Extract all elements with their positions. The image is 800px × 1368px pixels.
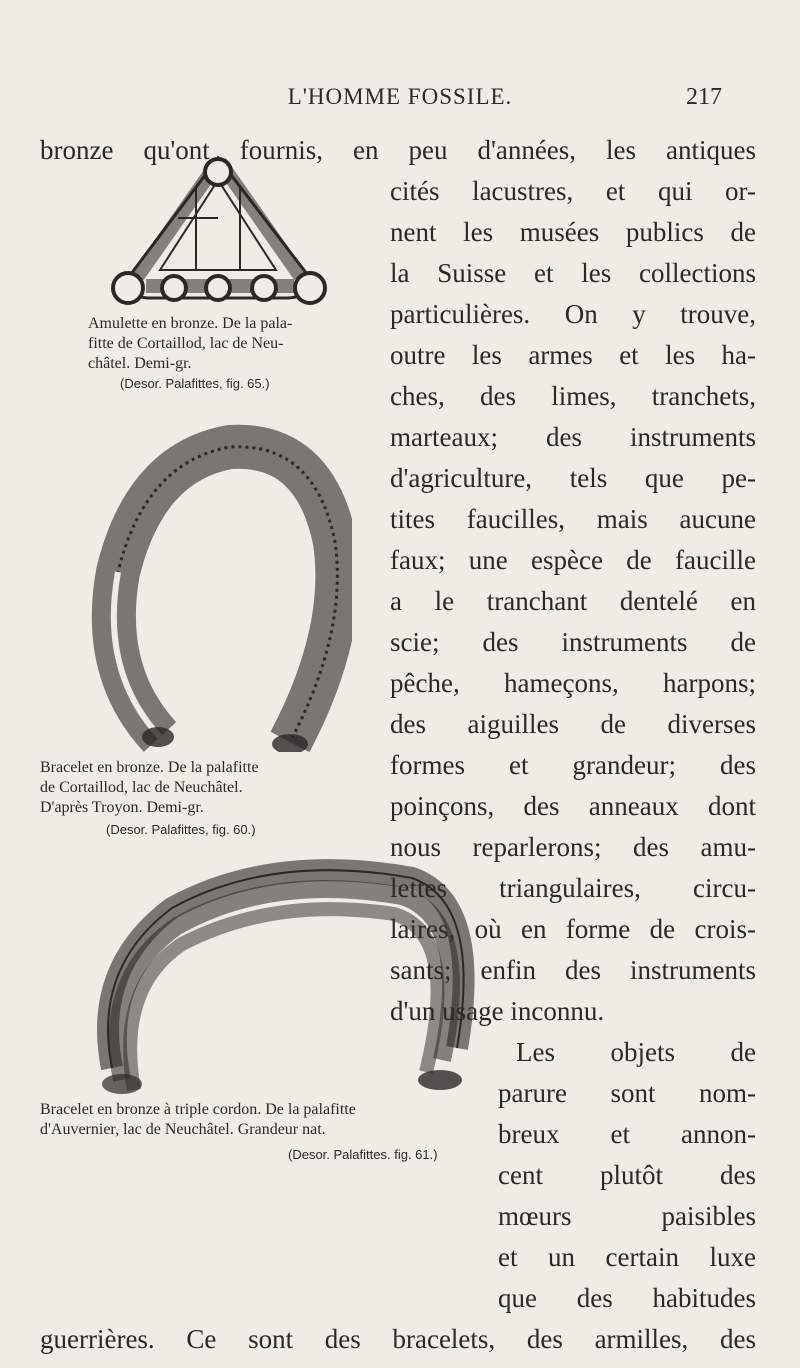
text-line-7: ches, des limes, tranchets, — [390, 381, 756, 411]
text-line-4: la Suisse et les collections — [390, 258, 756, 288]
caption-bracelet-line-1: Bracelet en bronze. De la palafitte — [40, 759, 259, 776]
caption-amulet-line-1: Amulette en bronze. De la pala- — [88, 315, 293, 332]
text-line-27: mœurs paisibles — [498, 1201, 756, 1231]
text-line-25: breux et annon- — [498, 1119, 756, 1149]
text-line-22: d'un usage inconnu. — [390, 996, 605, 1026]
text-line-30: guerrières. Ce sont des bracelets, des armilles, des — [40, 1324, 756, 1354]
text-line-17: poinçons, des anneaux dont — [390, 791, 756, 821]
text-line-16: formes et grandeur; des — [390, 750, 756, 780]
text-line-29: que des habitudes — [498, 1283, 756, 1313]
text-line-12: a le tranchant dentelé en — [390, 586, 756, 616]
text-line-6: outre les armes et les ha- — [390, 340, 756, 370]
caption-bracelet-line-2: de Cortaillod, lac de Neuchâtel. — [40, 779, 243, 796]
caption-amulet-reference: (Desor. Palafittes, fig. 65.) — [120, 376, 270, 391]
figure-bracelet-open — [90, 402, 352, 752]
text-line-23: Les objets de — [516, 1037, 756, 1067]
text-line-11: faux; une espèce de faucille — [390, 545, 756, 575]
text-line-26: cent plutôt des — [498, 1160, 756, 1190]
caption-triple-reference: (Desor. Palafittes. fig. 61.) — [288, 1147, 438, 1162]
text-line-24: parure sont nom- — [498, 1078, 756, 1108]
text-line-18: nous reparlerons; des amu- — [390, 832, 756, 862]
text-line-28: et un certain luxe — [498, 1242, 756, 1272]
text-line-21: sants; enfin des instruments — [390, 955, 756, 985]
caption-bracelet-ref-wrap — [106, 820, 256, 840]
caption-bracelet-reference: (Desor. Palafittes, fig. 60.) — [106, 822, 256, 837]
running-title: L'HOMME FOSSILE. — [287, 84, 513, 109]
caption-triple-line-1: Bracelet en bronze à triple cordon. De la palafitte — [40, 1101, 356, 1118]
text-line-3: nent les musées publics de — [390, 217, 756, 247]
caption-amulet-ref-wrap — [120, 374, 270, 394]
text-line-15: des aiguilles de diverses — [390, 709, 756, 739]
caption-triple-ref-wrap — [288, 1145, 438, 1165]
caption-amulet-line-2: fitte de Cortaillod, lac de Neu- — [88, 335, 284, 352]
figure-amulet — [88, 148, 350, 308]
text-line-19: lettes triangulaires, circu- — [390, 873, 756, 903]
text-line-8: marteaux; des instruments — [390, 422, 756, 452]
caption-bracelet-line-3: D'après Troyon. Demi-gr. — [40, 799, 204, 816]
text-line-20: laires, où en forme de crois- — [390, 914, 756, 944]
text-line-9: d'agriculture, tels que pe- — [390, 463, 756, 493]
page-number: 217 — [686, 84, 722, 110]
running-head — [0, 84, 800, 120]
caption-triple-line-2: d'Auvernier, lac de Neuchâtel. Grandeur nat. — [40, 1121, 326, 1138]
caption-amulet-line-3: châtel. Demi-gr. — [88, 355, 192, 372]
text-line-14: pêche, hameçons, harpons; — [390, 668, 756, 698]
text-line-10: tites faucilles, mais aucune — [390, 504, 756, 534]
text-line-13: scie; des instruments de — [390, 627, 756, 657]
text-line-1: bronze qu'ont fournis, en peu d'années, les antiques — [40, 135, 756, 165]
text-line-5: particulières. On y trouve, — [390, 299, 756, 329]
text-line-2: cités lacustres, et qui or- — [390, 176, 756, 206]
